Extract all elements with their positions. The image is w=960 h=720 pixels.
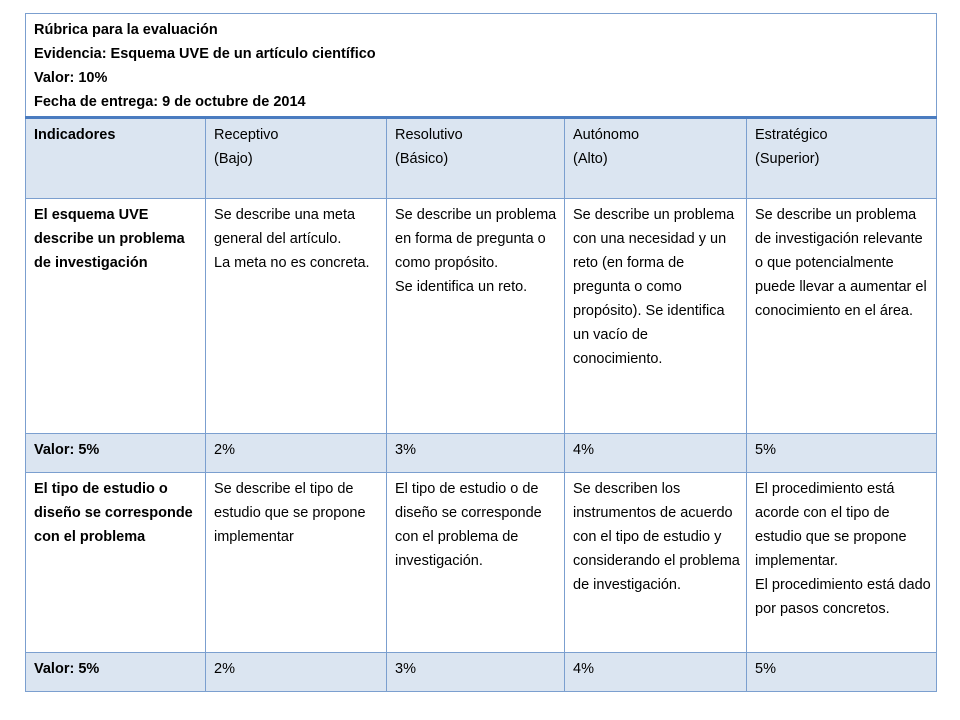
descriptor-cell: Se describe un problema en forma de pregunta o como propósito. Se identifica un reto. — [387, 199, 565, 434]
rubric-table — [25, 13, 937, 692]
level-autonomo — [565, 118, 747, 199]
score-cell: 2% — [206, 653, 387, 692]
descriptor-cell: Se describe el tipo de estudio que se propone implementar — [206, 473, 387, 653]
level-name: Estratégico — [755, 127, 828, 143]
value-label-cell: Valor: 5% — [26, 434, 206, 473]
score-cell: 2% — [206, 434, 387, 473]
criterion-row — [26, 199, 937, 434]
level-sub: (Alto) — [573, 151, 608, 167]
level-name: Autónomo — [573, 127, 640, 143]
score-cell: 5% — [747, 434, 937, 473]
level-resolutivo — [387, 118, 565, 199]
level-sub: (Superior) — [755, 151, 820, 167]
descriptor-cell: Se describen los instrumentos de acuerdo con el tipo de estudio y considerando el problema de investigación. — [565, 473, 747, 653]
score-cell: 3% — [387, 653, 565, 692]
score-row — [26, 653, 937, 692]
level-name: Receptivo — [214, 127, 279, 143]
rubric-title: Rúbrica para la evaluación — [34, 22, 218, 38]
level-sub: (Bajo) — [214, 151, 253, 167]
level-estrategico — [747, 118, 937, 199]
evidence-line: Evidencia: Esquema UVE de un artículo científico — [34, 46, 376, 62]
levels-row — [26, 118, 937, 199]
value-line: Valor: 10% — [34, 70, 108, 86]
level-sub: (Básico) — [395, 151, 449, 167]
score-row — [26, 434, 937, 473]
descriptor-cell: El tipo de estudio o de diseño se corresponde con el problema de investigación. — [387, 473, 565, 653]
header-row — [26, 14, 937, 118]
rubric-document — [25, 13, 936, 692]
score-cell: 3% — [387, 434, 565, 473]
indicator-cell: El tipo de estudio o diseño se corresponde con el problema — [26, 473, 206, 653]
value-label-cell: Valor: 5% — [26, 653, 206, 692]
score-cell: 4% — [565, 434, 747, 473]
score-cell: 4% — [565, 653, 747, 692]
level-name: Resolutivo — [395, 127, 463, 143]
score-cell: 5% — [747, 653, 937, 692]
level-receptivo — [206, 118, 387, 199]
rubric-header — [26, 14, 937, 118]
descriptor-cell: Se describe un problema de investigación relevante o que potencialmente puede llevar a aumentar el conocimiento en el área. — [747, 199, 937, 434]
descriptor-cell: El procedimiento está acorde con el tipo de estudio que se propone implementar. El procedimiento está dado por pasos concretos. — [747, 473, 937, 653]
descriptor-cell: Se describe un problema con una necesidad y un reto (en forma de pregunta o como propósito). Se identifica un vacío de conocimiento. — [565, 199, 747, 434]
due-date-line: Fecha de entrega: 9 de octubre de 2014 — [34, 94, 306, 110]
descriptor-cell: Se describe una meta general del artículo. La meta no es concreta. — [206, 199, 387, 434]
indicator-cell: El esquema UVE describe un problema de investigación — [26, 199, 206, 434]
criterion-row — [26, 473, 937, 653]
indicators-header: Indicadores — [26, 118, 206, 199]
